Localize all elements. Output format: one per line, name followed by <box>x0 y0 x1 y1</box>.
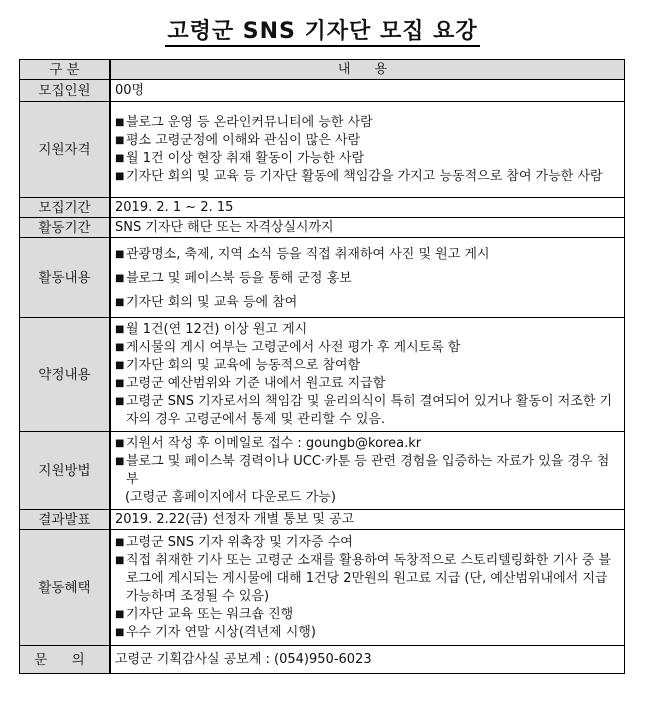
list-item: ■ 기자단 회의 및 교육 등 기자단 활동에 책임감을 가지고 능동적으로 참여 가능한 사람 <box>115 168 603 184</box>
row-apply-method <box>20 432 625 510</box>
label-apply-method: 지원방법 <box>20 432 111 510</box>
value-contact: 고령군 기획감사실 공보계 : (054)950-6023 <box>110 646 625 674</box>
row-benefits <box>20 530 625 646</box>
value-recruit-count: 00명 <box>110 80 625 102</box>
list-item: ■ 월 1건(연 12건) 이상 원고 게시 <box>115 321 308 337</box>
bullet-icon: ■ <box>115 296 125 308</box>
row-activity-content <box>20 238 625 318</box>
bullet-icon: ■ <box>115 437 125 449</box>
row-agreement <box>20 318 625 432</box>
list-item: ■ 블로그 및 페이스북 등을 통해 군정 홍보 <box>115 270 352 286</box>
list-item: ■ 관광명소, 축제, 지역 소식 등을 직접 취재하여 사진 및 원고 게시 <box>115 246 490 262</box>
label-contact: 문 의 <box>20 646 111 674</box>
bullet-icon: ■ <box>115 395 125 407</box>
bullet-icon: ■ <box>115 170 125 182</box>
label-recruit-period: 모집기간 <box>20 198 111 218</box>
bullet-icon: ■ <box>115 116 125 128</box>
label-activity-period: 활동기간 <box>20 218 111 238</box>
list-item: ■ 고령군 SNS 기자로서의 책임감 및 윤리의식이 특히 결여되어 있거나 활동이 저조한 기자의 경우 고령군에서 통제 및 관리할 수 있음. <box>115 393 613 427</box>
row-recruit-count <box>20 80 625 102</box>
row-recruit-period <box>20 198 625 218</box>
bullet-icon: ■ <box>115 134 125 146</box>
row-qualification <box>20 102 625 198</box>
list-item: ■ 블로그 및 페이스북 경력이나 UCC·카툰 등 관련 경험을 입증하는 자료가 있을 경우 첨부 <box>115 453 610 487</box>
download-note: (고령군 홈페이지에서 다운로드 가능) <box>125 489 336 505</box>
header-content: 내 용 <box>110 60 625 80</box>
value-activity-period: SNS 기자단 해단 또는 자격상실시까지 <box>110 218 625 238</box>
list-item: ■ 평소 고령군정에 이해와 관심이 많은 사람 <box>115 132 361 148</box>
bullet-icon: ■ <box>115 626 125 638</box>
bullet-icon: ■ <box>115 272 125 284</box>
bullet-icon: ■ <box>115 323 125 335</box>
header-category: 구 분 <box>20 60 111 80</box>
value-agreement <box>110 318 625 432</box>
bullet-icon: ■ <box>115 608 125 620</box>
list-item: ■ 지원서 작성 후 이메일로 접수 : goungb@korea.kr <box>115 435 422 451</box>
bullet-icon: ■ <box>115 359 125 371</box>
bullet-icon: ■ <box>115 152 125 164</box>
list-item: ■ 기자단 교육 또는 워크숍 진행 <box>115 606 294 622</box>
bullet-icon: ■ <box>115 248 125 260</box>
row-contact <box>20 646 625 674</box>
value-recruit-period: 2019. 2. 1 ~ 2. 15 <box>110 198 625 218</box>
list-item: ■ 고령군 예산범위와 기준 내에서 원고료 지급함 <box>115 375 386 391</box>
row-result <box>20 510 625 530</box>
bullet-icon: ■ <box>115 455 125 467</box>
recruitment-table <box>19 59 625 674</box>
label-agreement: 약정내용 <box>20 318 111 432</box>
value-result: 2019. 2.22(금) 선정자 개별 통보 및 공고 <box>110 510 625 530</box>
value-apply-method <box>110 432 625 510</box>
list-item: ■ 기자단 회의 및 교육 등에 참여 <box>115 294 298 310</box>
table-header-row <box>20 60 625 80</box>
bullet-icon: ■ <box>115 377 125 389</box>
label-result: 결과발표 <box>20 510 111 530</box>
label-qualification: 지원자격 <box>20 102 111 198</box>
value-benefits <box>110 530 625 646</box>
list-item: ■ 기자단 회의 및 교육에 능동적으로 참여함 <box>115 357 361 373</box>
bullet-icon: ■ <box>115 536 125 548</box>
value-activity-content <box>110 238 625 318</box>
list-item: ■ 고령군 SNS 기자 위촉장 및 기자증 수여 <box>115 534 353 550</box>
row-activity-period <box>20 218 625 238</box>
label-benefits: 활동혜택 <box>20 530 111 646</box>
page-title: 고령군 SNS 기자단 모집 요강 <box>0 14 645 45</box>
label-activity-content: 활동내용 <box>20 238 111 318</box>
list-item: ■ 직접 취재한 기사 또는 고령군 소재를 활용하여 독창적으로 스토리텔링화한 기사 중 블로그에 게시되는 게시물에 대해 1건당 2만원의 원고료 지급 (단, 예산범위내에서 지급 가능하며 조정될 수 있음) <box>115 552 611 604</box>
bullet-icon: ■ <box>115 341 125 353</box>
label-recruit-count: 모집인원 <box>20 80 111 102</box>
list-item: ■ 블로그 운영 등 온라인커뮤니티에 능한 사람 <box>115 114 373 130</box>
value-qualification <box>110 102 625 198</box>
list-item: ■ 게시물의 게시 여부는 고령군에서 사전 평가 후 게시토록 함 <box>115 339 461 355</box>
bullet-icon: ■ <box>115 554 125 566</box>
list-item: ■ 우수 기자 연말 시상(격년제 시행) <box>115 624 316 640</box>
list-item: ■ 월 1건 이상 현장 취재 활동이 가능한 사람 <box>115 150 365 166</box>
